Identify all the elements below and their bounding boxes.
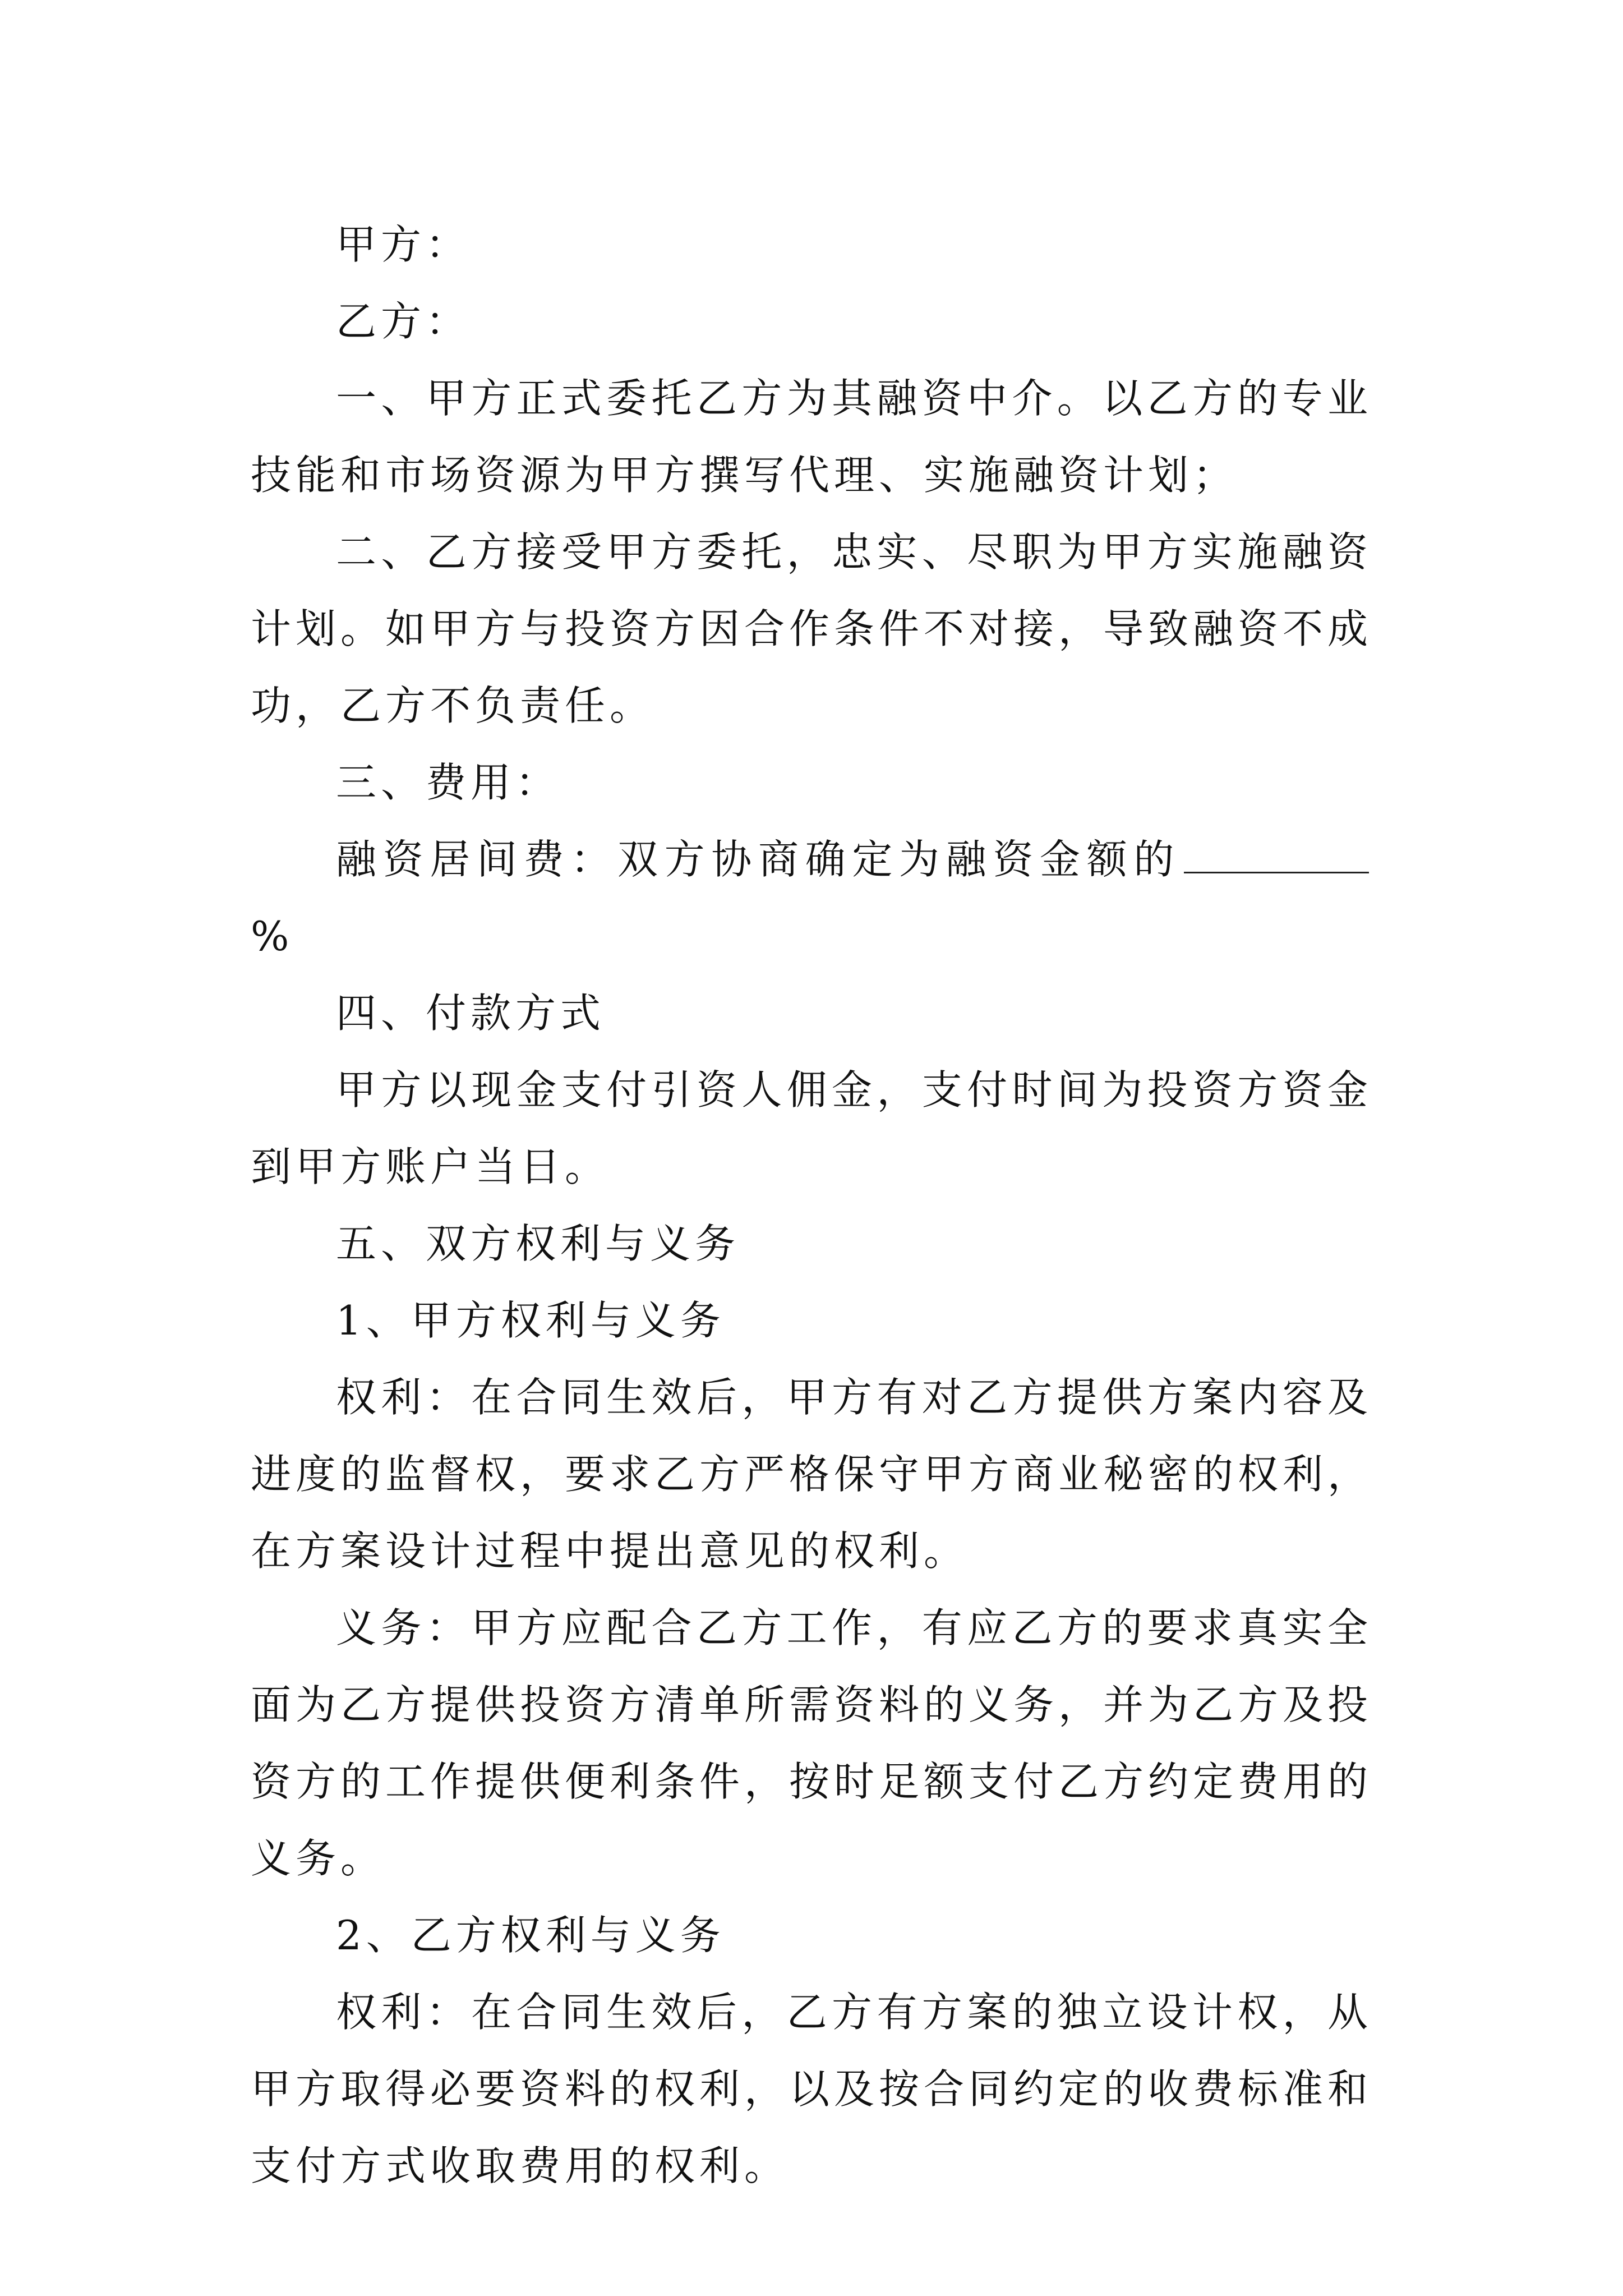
clause-3-title: 三、费用：	[336, 759, 561, 806]
fee-suffix: %	[251, 913, 294, 960]
clause-5-title: 五、双方权利与义务	[336, 1220, 740, 1267]
clause-3-fee	[251, 821, 1372, 975]
clause-5-2-rights: 权利：在合同生效后，乙方有方案的独立设计权，从甲方取得必要资料的权利，以及按合同约定的收费标准和支付方式收取费用的权利。	[251, 1989, 1373, 2189]
clause-2: 二、乙方接受甲方委托，忠实、尽职为甲方实施融资计划。如甲方与投资方因合作条件不对接，导致融资不成功，乙方不负责任。	[251, 528, 1373, 729]
clause-5-2-title: 2、乙方权利与义务	[336, 1912, 725, 1959]
clause-1: 一、甲方正式委托乙方为其融资中介。以乙方的专业技能和市场资源为甲方撰写代理、实施融资计划；	[251, 375, 1372, 499]
fee-prefix: 融资居间费：双方协商确定为融资金额的	[336, 836, 1181, 883]
clause-5-1-title: 1、甲方权利与义务	[336, 1297, 725, 1344]
document-body	[251, 206, 1372, 2205]
party-b-line: 乙方：	[336, 298, 471, 345]
clause-4-title: 四、付款方式	[336, 990, 606, 1037]
party-a-line: 甲方：	[336, 221, 471, 268]
fee-blank-field	[1184, 837, 1369, 873]
clause-5-1-duties: 义务：甲方应配合乙方工作，有应乙方的要求真实全面为乙方提供投资方清单所需资料的义务，并为乙方及投资方的工作提供便利条件，按时足额支付乙方约定费用的义务。	[251, 1604, 1373, 1882]
clause-5-1-rights: 权利：在合同生效后，甲方有对乙方提供方案内容及进度的监督权，要求乙方严格保守甲方商业秘密的权利，在方案设计过程中提出意见的权利。	[251, 1374, 1373, 1575]
clause-4-body: 甲方以现金支付引资人佣金，支付时间为投资方资金到甲方账户当日。	[251, 1066, 1372, 1190]
